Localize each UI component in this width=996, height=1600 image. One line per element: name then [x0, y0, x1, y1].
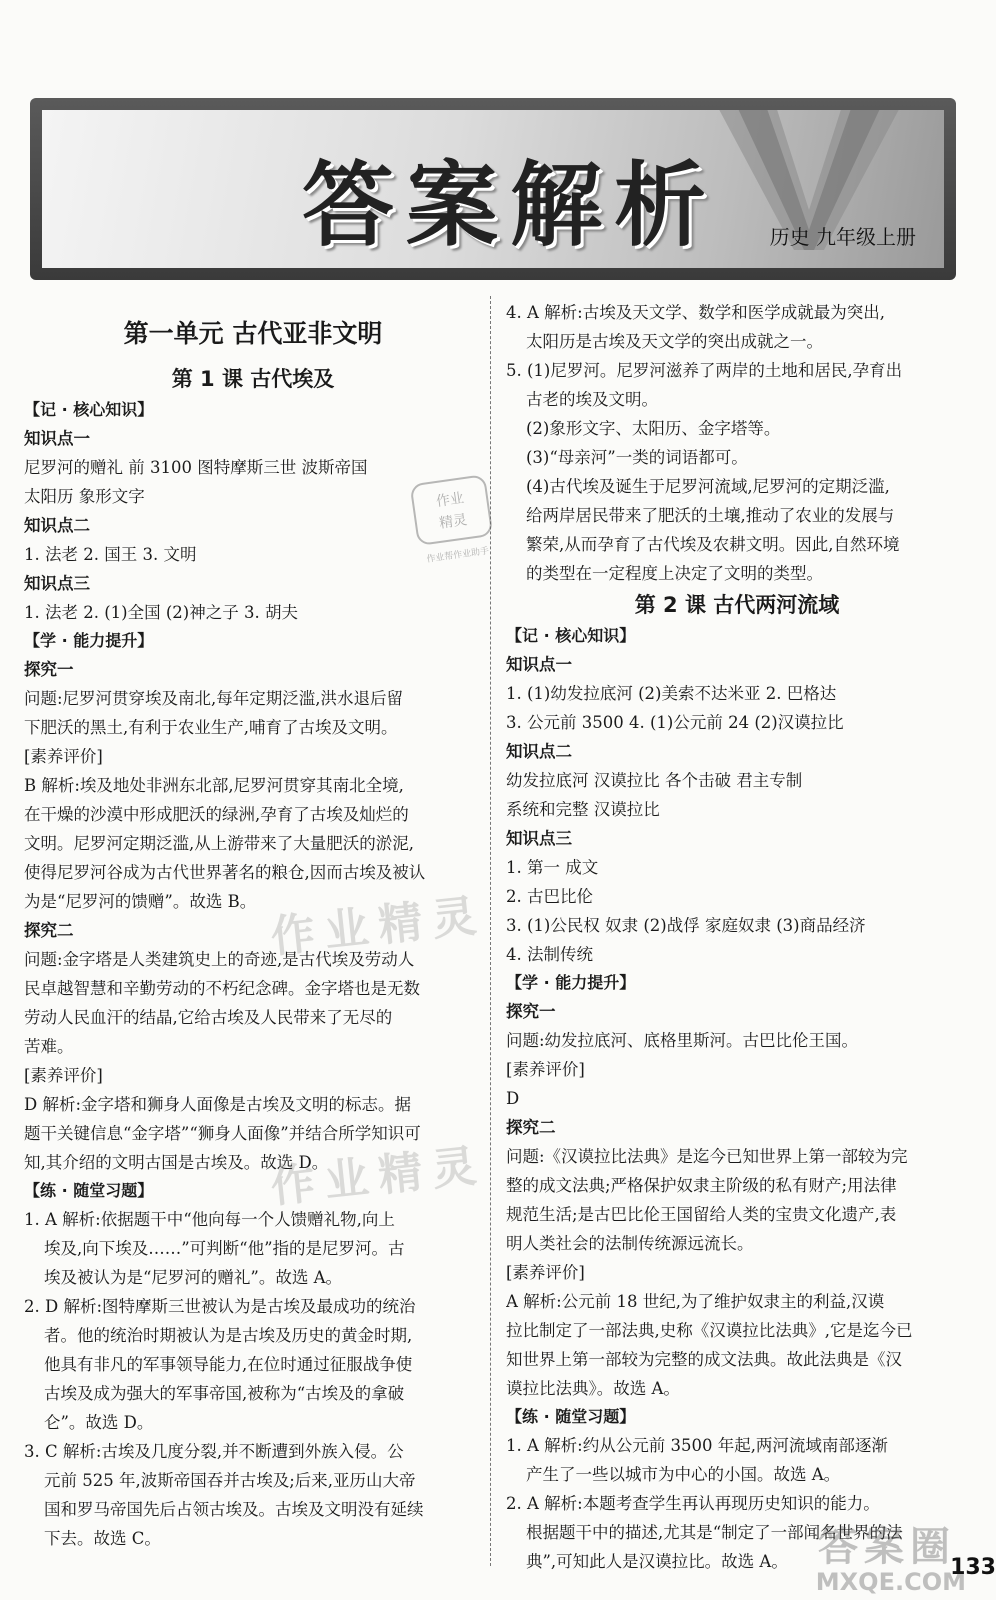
text-line: 1. A 解析:依据题干中“他向每一个人馈赠礼物,向上 — [24, 1210, 395, 1229]
text-line-indented: (3)“母亲河”一类的词语都可。 — [526, 448, 748, 467]
text-line: 1. A 解析:约从公元前 3500 年起,两河流域南部逐渐 — [506, 1436, 888, 1455]
text-line-indented: 仑”。故选 D。 — [44, 1413, 154, 1432]
text-line: 文明。尼罗河定期泛滥,从上游带来了大量肥沃的淤泥, — [24, 834, 414, 853]
text-line: 3. C 解析:古埃及几度分裂,并不断遭到外族入侵。公 — [24, 1442, 404, 1461]
subsection-heading: 知识点一 — [506, 655, 572, 674]
stamp-watermark — [392, 469, 513, 573]
text-line: A 解析:公元前 18 世纪,为了维护奴隶主的利益,汉谟 — [506, 1292, 885, 1311]
banner-panel — [42, 110, 944, 268]
header-banner — [30, 98, 956, 280]
text-line: 为是“尼罗河的馈赠”。故选 B。 — [24, 892, 257, 911]
text-line-indented: (4)古代埃及诞生于尼罗河流域,尼罗河的定期泛滥, — [526, 477, 890, 496]
watermark-text-1: 作业精灵 — [268, 889, 489, 964]
text-line-indented: 古老的埃及文明。 — [526, 390, 658, 409]
text-line-indented: 根据题干中的描述,尤其是“制定了一部闻名世界的法 — [526, 1523, 903, 1542]
subsection-heading: 探究二 — [24, 921, 74, 940]
text-line: 1. 法老 2. 国王 3. 文明 — [24, 545, 197, 564]
text-line: 2. 古巴比伦 — [506, 887, 593, 906]
text-line-indented: 国和罗马帝国先后占领古埃及。古埃及文明没有延续 — [44, 1500, 424, 1519]
text-line: 谟拉比法典》。故选 A。 — [506, 1379, 680, 1398]
subsection-heading: 探究一 — [24, 660, 74, 679]
subsection-heading: 探究二 — [506, 1118, 556, 1137]
text-line: [素养评价] — [506, 1263, 585, 1282]
section-heading: 【练 · 随堂习题】 — [506, 1407, 636, 1426]
text-line-indented: 的类型在一定程度上决定了文明的类型。 — [526, 564, 823, 583]
text-line: 2. A 解析:本题考查学生再认再现历史知识的能力。 — [506, 1494, 880, 1513]
text-line: 知,其介绍的文明古国是古埃及。故选 D。 — [24, 1153, 329, 1172]
section-heading: 【记 · 核心知识】 — [506, 626, 636, 645]
text-line: 1. 第一 成文 — [506, 858, 599, 877]
lesson-heading: 第 2 课 古代两河流域 — [634, 593, 840, 617]
svg-text:作业帮作业助手: 作业帮作业助手 — [425, 546, 490, 565]
text-line: 题干关键信息“金字塔”“狮身人面像”并结合所学知识可 — [24, 1124, 421, 1143]
text-line-indented: 产生了一些以城市为中心的小国。故选 A。 — [526, 1465, 841, 1484]
text-line: B 解析:埃及地处非洲东北部,尼罗河贯穿其南北全境, — [24, 776, 404, 795]
banner-title: 答案解析 — [302, 152, 719, 259]
text-line: 苦难。 — [24, 1037, 74, 1056]
text-line: 使得尼罗河谷成为古代世界著名的粮仓,因而古埃及被认 — [24, 863, 426, 882]
page-number: 133 — [950, 1555, 996, 1580]
text-line: 明人类社会的法制传统源远流长。 — [506, 1234, 754, 1253]
subsection-heading: 知识点二 — [24, 516, 90, 535]
subsection-heading: 探究一 — [506, 1002, 556, 1021]
text-line: 问题:《汉谟拉比法典》是迄今已知世界上第一部较为完 — [506, 1147, 908, 1166]
text-line: 系统和完整 汉谟拉比 — [506, 800, 660, 819]
text-line-indented: 典”,可知此人是汉谟拉比。故选 A。 — [526, 1552, 788, 1571]
text-line-indented: 埃及,向下埃及……”可判断“他”指的是尼罗河。古 — [44, 1239, 405, 1258]
text-line: 问题:尼罗河贯穿埃及南北,每年定期泛滥,洪水退后留 — [24, 689, 404, 708]
banner-subtitle: 历史 九年级上册 — [769, 225, 916, 249]
section-heading: 【学 · 能力提升】 — [24, 631, 154, 650]
subsection-heading: 知识点三 — [24, 574, 90, 593]
text-line: 知世界上第一部较为完整的成文法典。故此法典是《汉 — [506, 1350, 902, 1369]
site-logo-watermark: 答案圈 — [818, 1524, 956, 1570]
site-url-watermark: MXQE.COM — [815, 1568, 966, 1596]
text-line: 1. (1)幼发拉底河 (2)美索不达米亚 2. 巴格达 — [506, 684, 837, 703]
unit-heading: 第一单元 古代亚非文明 — [123, 319, 383, 348]
lesson-heading: 第 1 课 古代埃及 — [171, 367, 335, 391]
text-line-indented: 埃及被认为是“尼罗河的赠礼”。故选 A。 — [44, 1268, 343, 1287]
text-line-indented: 繁荣,从而孕育了古代埃及农耕文明。因此,自然环境 — [526, 535, 900, 554]
text-line: [素养评价] — [24, 747, 103, 766]
text-line: 规范生活;是古巴比伦王国留给人类的宝贵文化遗产,表 — [506, 1205, 897, 1224]
section-heading: 【学 · 能力提升】 — [506, 973, 636, 992]
text-line: 幼发拉底河 汉谟拉比 各个击破 君主专制 — [506, 771, 803, 790]
text-line-indented: 下去。故选 C。 — [44, 1529, 161, 1548]
text-line-indented: (2)象形文字、太阳历、金字塔等。 — [526, 419, 781, 438]
section-heading: 【练 · 随堂习题】 — [24, 1181, 154, 1200]
text-line: 4. 法制传统 — [506, 945, 593, 964]
text-line: 劳动人民血汗的结晶,它给古埃及人民带来了无尽的 — [24, 1008, 393, 1027]
text-line: 1. 法老 2. (1)全国 (2)神之子 3. 胡夫 — [24, 603, 298, 622]
text-line-indented: 他具有非凡的军事领导能力,在位时通过征服战争使 — [44, 1355, 413, 1374]
text-line: 3. (1)公民权 奴隶 (2)战俘 家庭奴隶 (3)商品经济 — [506, 916, 866, 935]
text-line: [素养评价] — [24, 1066, 103, 1085]
subsection-heading: 知识点二 — [506, 742, 572, 761]
subsection-heading: 知识点三 — [506, 829, 572, 848]
text-line: [素养评价] — [506, 1060, 585, 1079]
text-line: 民卓越智慧和辛勤劳动的不朽纪念碑。金字塔也是无数 — [24, 979, 420, 998]
text-line: 在干燥的沙漠中形成肥沃的绿洲,孕育了古埃及灿烂的 — [24, 805, 409, 824]
section-heading: 【记 · 核心知识】 — [24, 400, 154, 419]
text-line: 下肥沃的黑土,有利于农业生产,哺育了古埃及文明。 — [24, 718, 398, 737]
text-line: 4. A 解析:古埃及天文学、数学和医学成就最为突出, — [506, 303, 885, 322]
svg-text:精灵: 精灵 — [438, 512, 469, 532]
text-line: 3. 公元前 3500 4. (1)公元前 24 (2)汉谟拉比 — [506, 713, 844, 732]
right-column — [506, 298, 968, 1576]
text-line: D — [506, 1089, 520, 1108]
watermark-text-2: 作业精灵 — [268, 1139, 489, 1214]
text-line: D 解析:金字塔和狮身人面像是古埃及文明的标志。据 — [24, 1095, 412, 1114]
text-line-indented: 元前 525 年,波斯帝国吞并古埃及;后来,亚历山大帝 — [44, 1471, 416, 1490]
text-line: 问题:幼发拉底河、底格里斯河。古巴比伦王国。 — [506, 1031, 859, 1050]
text-line-indented: 古埃及成为强大的军事帝国,被称为“古埃及的拿破 — [44, 1384, 405, 1403]
text-line: 整的成文法典;严格保护奴隶主阶级的私有财产;用法律 — [506, 1176, 897, 1195]
svg-text:作业: 作业 — [435, 490, 466, 511]
text-line: 太阳历 象形文字 — [24, 487, 145, 506]
text-line: 拉比制定了一部法典,史称《汉谟拉比法典》,它是迄今已 — [506, 1321, 913, 1340]
text-line-indented: 者。他的统治时期被认为是古埃及历史的黄金时期, — [44, 1326, 413, 1345]
text-line: 问题:金字塔是人类建筑史上的奇迹,是古代埃及劳动人 — [24, 950, 415, 969]
text-line: 5. (1)尼罗河。尼罗河滋养了两岸的土地和居民,孕育出 — [506, 361, 903, 380]
subsection-heading: 知识点一 — [24, 429, 90, 448]
text-line-indented: 太阳历是古埃及天文学的突出成就之一。 — [526, 332, 823, 351]
text-line: 尼罗河的赠礼 前 3100 图特摩斯三世 波斯帝国 — [24, 458, 368, 477]
text-line-indented: 给两岸居民带来了肥沃的土壤,推动了农业的发展与 — [526, 506, 895, 525]
text-line: 2. D 解析:图特摩斯三世被认为是古埃及最成功的统治 — [24, 1297, 416, 1316]
